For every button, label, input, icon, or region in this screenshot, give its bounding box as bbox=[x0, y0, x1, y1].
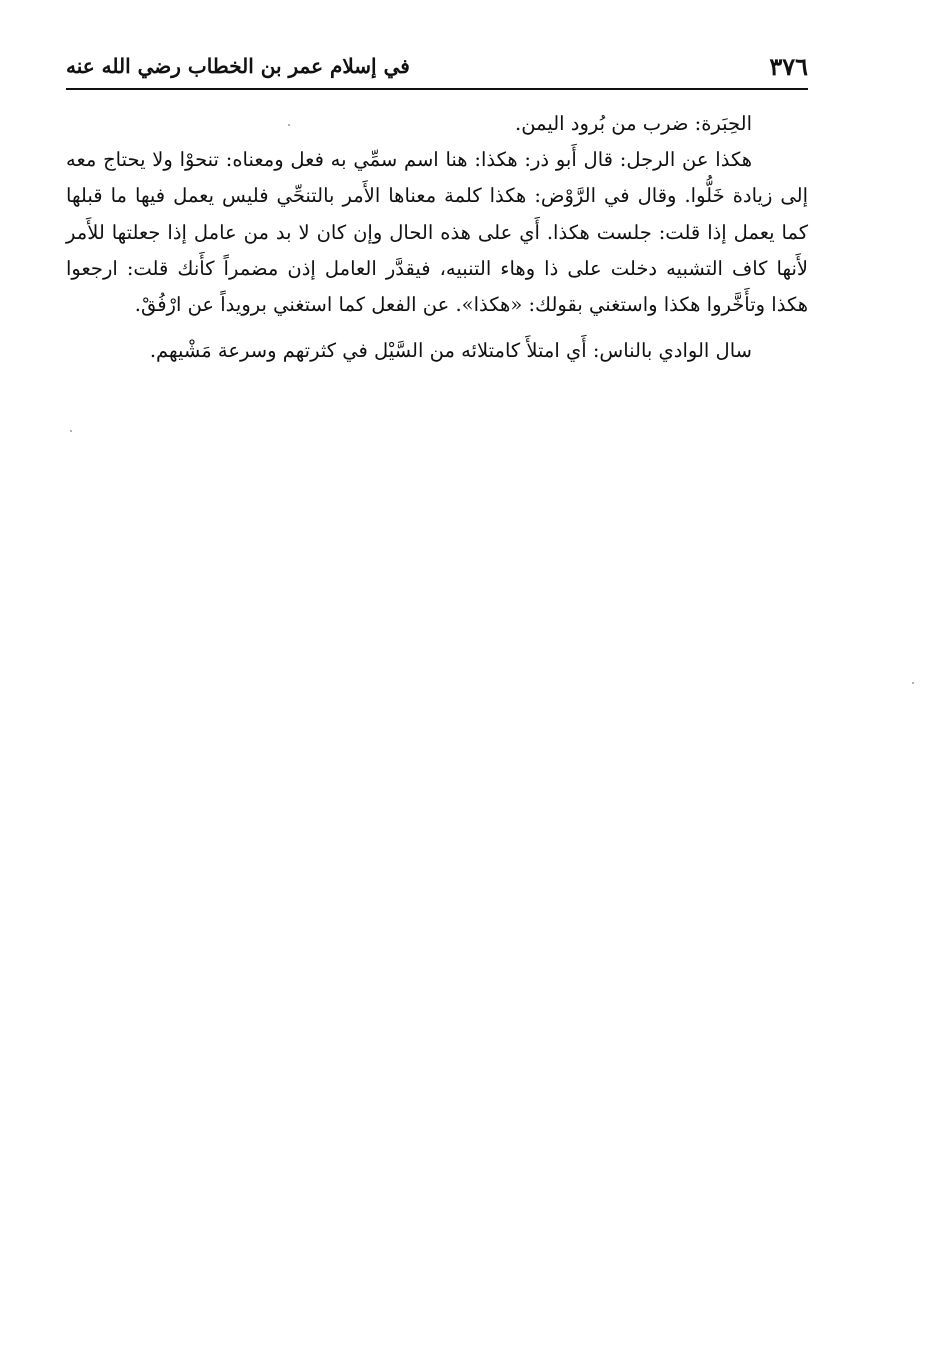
body-text bbox=[66, 106, 808, 369]
running-title: في إسلام عمر بن الخطاب رضي الله عنه bbox=[66, 54, 410, 78]
scan-speck bbox=[70, 430, 72, 432]
paragraph-hibara: الحِبَرة: ضرب من بُرود اليمن. bbox=[515, 112, 752, 135]
scan-speck bbox=[288, 124, 290, 126]
page-number: ٣٧٦ bbox=[769, 52, 808, 81]
running-header bbox=[66, 50, 808, 90]
paragraph-hakadha: هكذا عن الرجل: قال أَبو ذر: هكذا: هنا اسم سمِّي به فعل ومعناه: تنحوْا ولا يحتاج معه إلى زيادة خَلُّوا. وقال في الرَّوْض: هكذا كلمة معناها الأَمر بالتنحِّي فليس يعمل فيها ما قبلها كما يعمل إذا قلت: جلست هكذا. أَي على هذه الحال وإن كان لا بد من عامل إذا جعلتها للأَمر لأَنها كاف التشبيه دخلت على ذا وهاء التنبيه، فيقدَّر العامل إذن مضمراً كأَنك قلت: ارجعوا هكذا وتأَخَّروا هكذا واستغني بقولك: «هكذا». عن الفعل كما استغني برويداً عن ارْفُقْ. bbox=[66, 148, 808, 317]
paragraph-sal-alwadi: سال الوادي بالناس: أَي امتلأَ كامتلائه من السَّيْل في كثرتهم وسرعة مَشْيهم. bbox=[149, 339, 752, 363]
scan-speck bbox=[912, 682, 914, 684]
